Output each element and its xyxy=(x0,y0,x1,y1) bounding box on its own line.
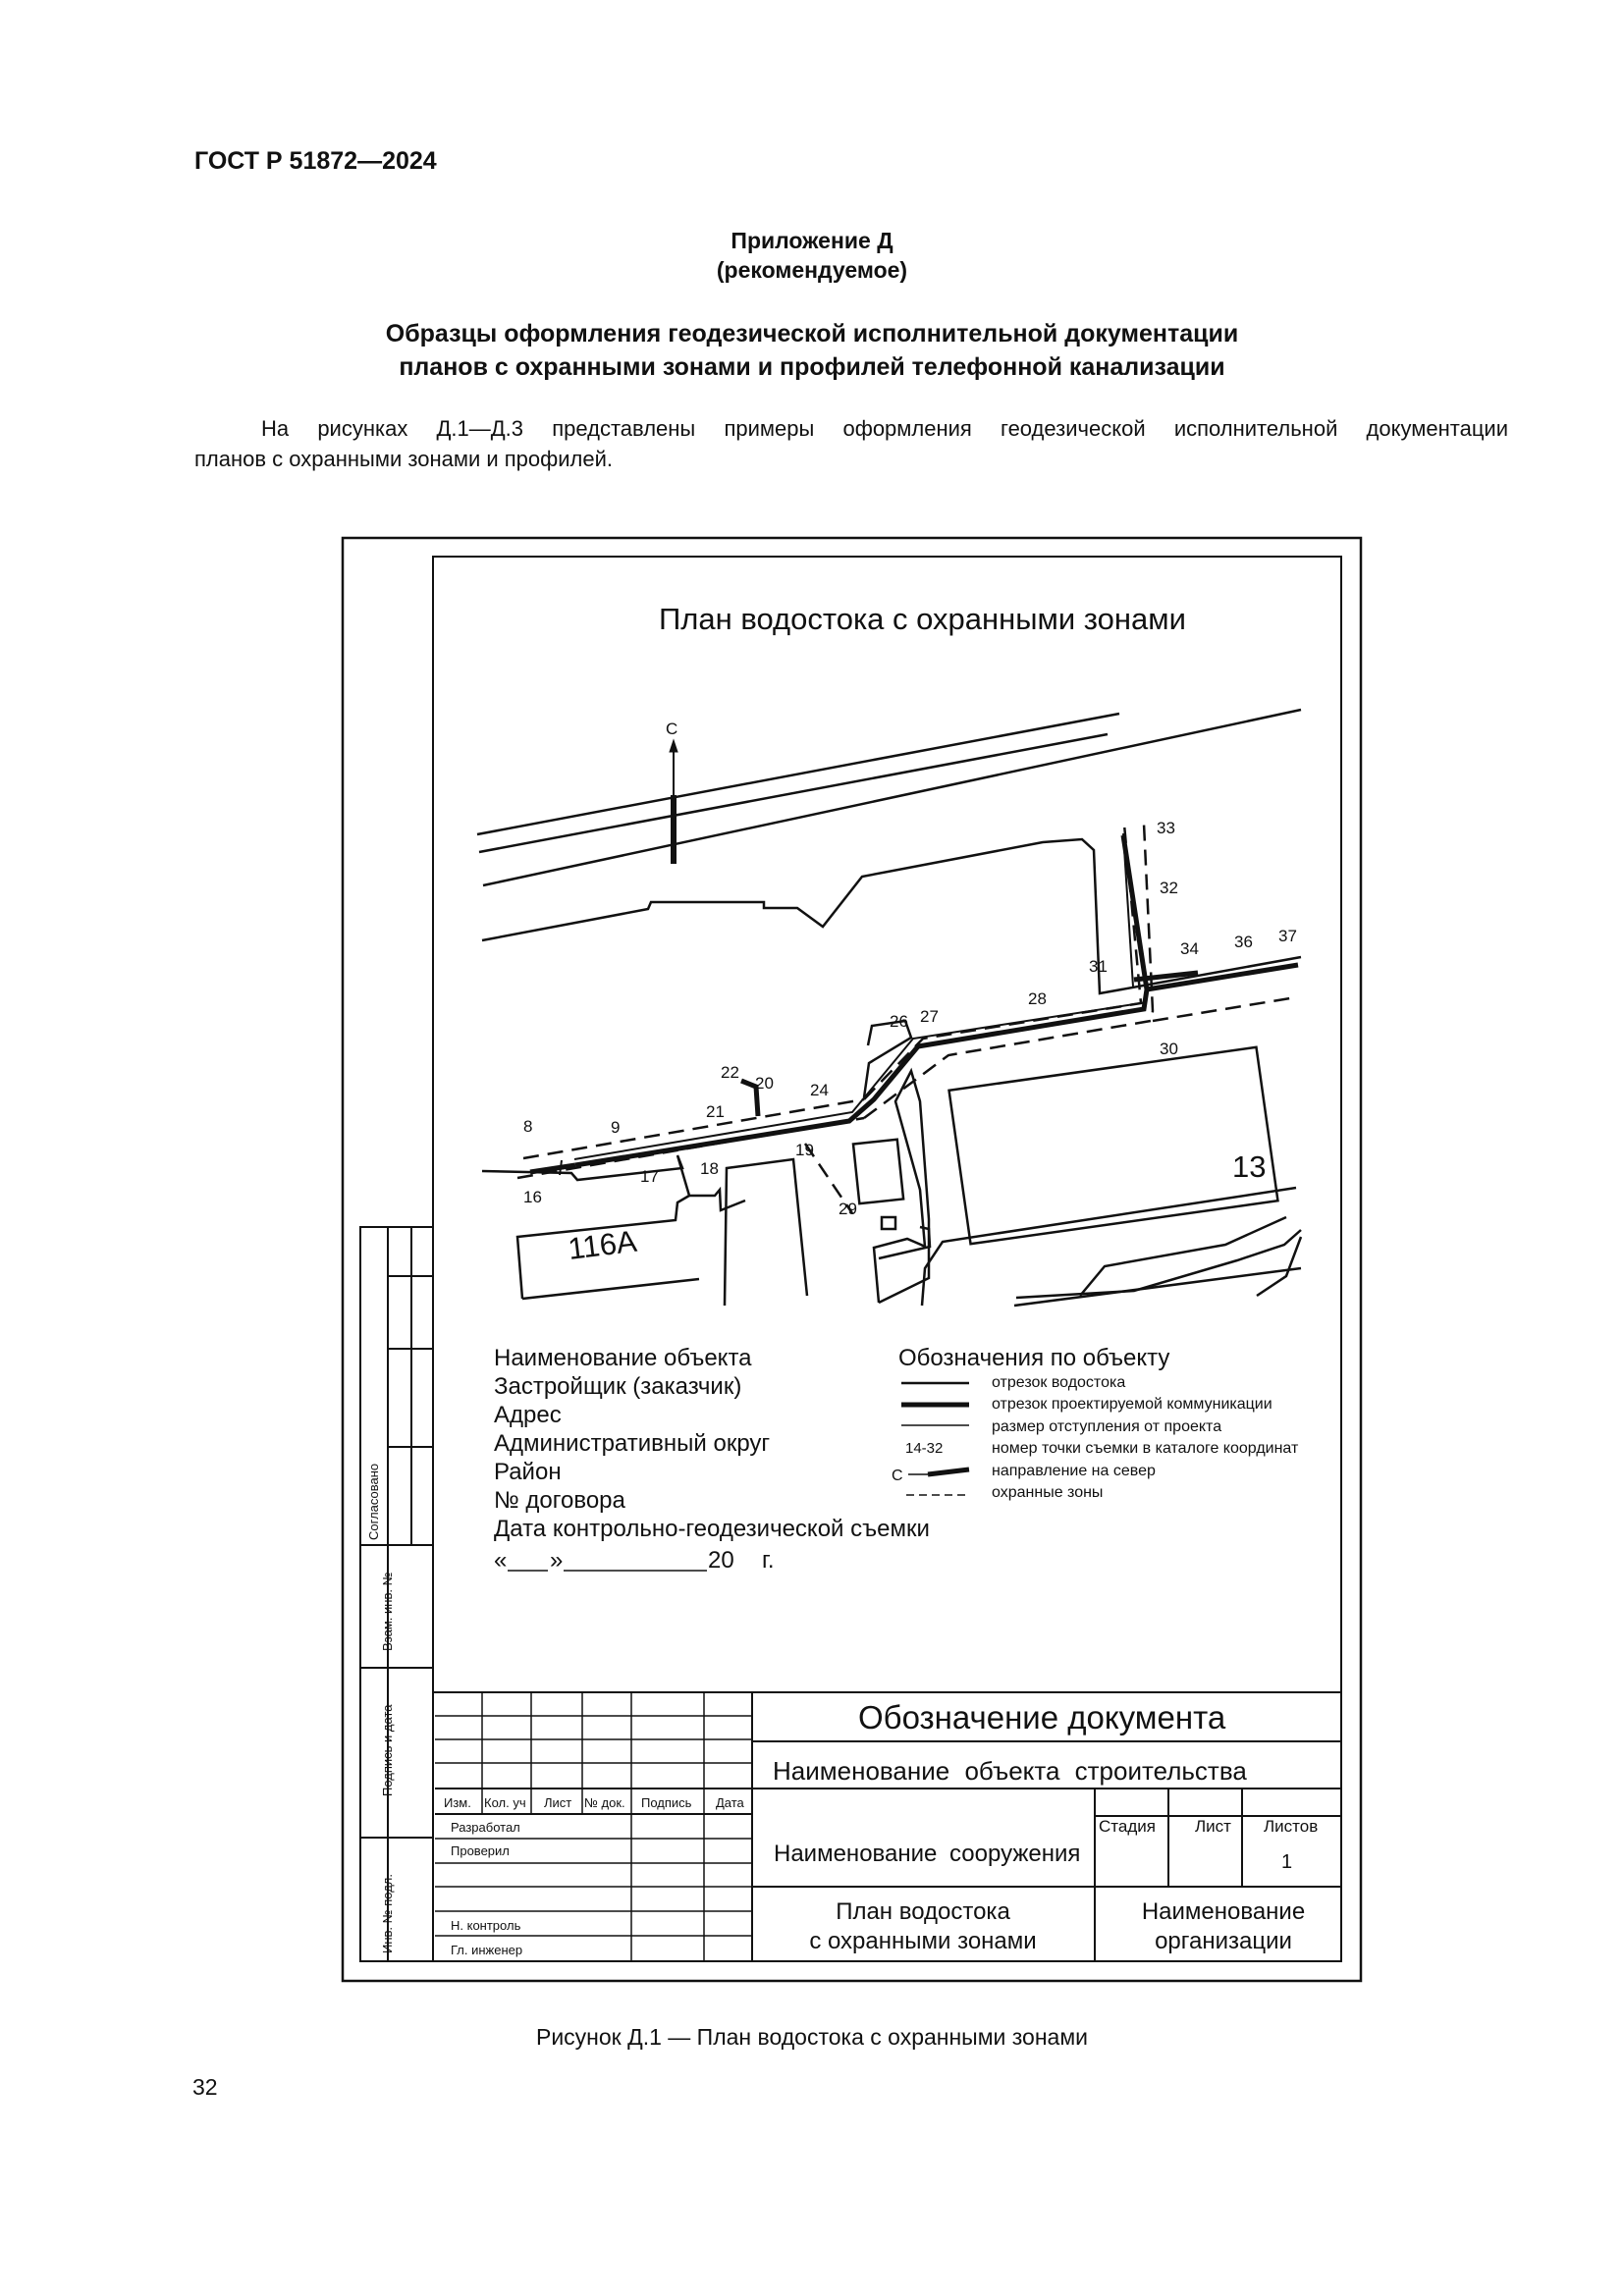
date-open-quote: « xyxy=(494,1547,508,1574)
legend-item: направление на север xyxy=(992,1463,1156,1479)
point-label: 16 xyxy=(523,1188,542,1206)
legend-item: охранные зоны xyxy=(992,1484,1104,1501)
point-label: 33 xyxy=(1157,819,1175,837)
side-stamp-label: Инв. № подл. xyxy=(380,1874,395,1953)
structure-name: Наименование сооружения xyxy=(774,1841,1081,1867)
legend-point-sample: 14-32 xyxy=(905,1440,944,1457)
date-year: 20 xyxy=(708,1547,734,1574)
point-label: 17 xyxy=(640,1167,659,1186)
water-drain-line xyxy=(530,835,1298,1172)
column-header: Кол. уч xyxy=(484,1795,526,1810)
appendix-status: (рекомендуемое) xyxy=(716,257,908,283)
role-label: Проверил xyxy=(451,1843,510,1858)
legend-item: отрезок водостока xyxy=(992,1374,1126,1391)
object-info-line: Наименование объекта xyxy=(494,1345,752,1371)
document-number: ГОСТ Р 51872—2024 xyxy=(194,147,437,175)
column-header: № док. xyxy=(584,1795,625,1810)
appendix-label: Приложение Д xyxy=(731,228,893,253)
map-linework xyxy=(477,710,1301,1306)
sheet-title-line-2: с охранными зонами xyxy=(809,1928,1037,1954)
organization-line-1: Наименование xyxy=(1141,1898,1306,1925)
point-label: 9 xyxy=(611,1118,621,1137)
point-label: 30 xyxy=(1160,1040,1178,1058)
point-label: 36 xyxy=(1234,933,1253,951)
document-designation: Обозначение документа xyxy=(858,1699,1226,1735)
side-stamp-label: Подпись и дата xyxy=(380,1704,395,1796)
side-stamp-labels xyxy=(366,1464,395,1953)
north-arrow-icon xyxy=(670,740,677,864)
point-label: 18 xyxy=(700,1159,719,1178)
title-block-roles xyxy=(451,1820,522,1957)
sheet-label: Лист xyxy=(1195,1817,1231,1836)
object-info xyxy=(494,1345,930,1574)
object-info-line: Район xyxy=(494,1459,562,1485)
section-title-line-1: Образцы оформления геодезической исполнительной документации xyxy=(385,320,1239,347)
object-info-line: Дата контрольно-геодезической съемки xyxy=(494,1516,930,1542)
side-stamp-label: Взам. инв. № xyxy=(380,1572,395,1651)
legend-title: Обозначения по объекту xyxy=(898,1345,1170,1371)
design-line xyxy=(560,833,1147,1175)
title-block-column-headers xyxy=(444,1795,745,1810)
point-label: 20 xyxy=(755,1074,774,1093)
page-number: 32 xyxy=(192,2074,218,2100)
date-close-quote: » xyxy=(550,1547,564,1574)
point-label: 22 xyxy=(721,1063,739,1082)
sheets-count: 1 xyxy=(1281,1851,1293,1873)
point-label: 27 xyxy=(920,1007,939,1026)
side-stamp-label: Согласовано xyxy=(366,1463,381,1540)
column-header: Подпись xyxy=(641,1795,692,1810)
point-label: 24 xyxy=(810,1081,829,1099)
sheet-title-line-1: План водостока xyxy=(836,1898,1010,1925)
construction-name: Наименование объекта строительства xyxy=(773,1756,1247,1786)
legend-north-sample: С xyxy=(892,1468,903,1484)
object-info-line: № договора xyxy=(494,1487,625,1514)
point-label: 8 xyxy=(523,1117,533,1136)
object-info-line: Застройщик (заказчик) xyxy=(494,1373,742,1400)
column-header: Изм. xyxy=(444,1795,471,1810)
legend-symbols xyxy=(901,1383,969,1495)
intro-line-1: На рисунках Д.1—Д.3 представлены примеры оформления геодезической исполнительной документации xyxy=(261,416,1508,441)
legend-north-symbol xyxy=(928,1469,969,1474)
drawing-title: План водостока с охранными зонами xyxy=(659,602,1186,636)
side-stamp-grid xyxy=(360,1227,433,1961)
point-label: 29 xyxy=(839,1200,857,1218)
role-label: Гл. инженер xyxy=(451,1943,523,1957)
point-label: 21 xyxy=(706,1102,725,1121)
date-suffix: г. xyxy=(762,1547,775,1574)
object-info-line: Адрес xyxy=(494,1402,562,1428)
legend-item: размер отступления от проекта xyxy=(992,1418,1222,1435)
point-label: 32 xyxy=(1160,879,1178,897)
object-info-line: Административный округ xyxy=(494,1430,771,1457)
point-label: 34 xyxy=(1180,939,1199,958)
section-title-line-2: планов с охранными зонами и профилей телефонной канализации xyxy=(399,353,1225,381)
north-letter: С xyxy=(666,720,678,738)
legend-item: отрезок проектируемой коммуникации xyxy=(992,1396,1272,1413)
point-label: 26 xyxy=(890,1012,908,1031)
figure-caption: Рисунок Д.1 — План водостока с охранными зонами xyxy=(535,2024,1088,2050)
role-label: Разработал xyxy=(451,1820,520,1835)
building-13-label: 13 xyxy=(1232,1149,1267,1184)
column-header: Лист xyxy=(544,1795,572,1810)
intro-line-2: планов с охранными зонами и профилей. xyxy=(194,447,614,471)
point-label: 19 xyxy=(795,1141,814,1159)
organization-line-2: организации xyxy=(1155,1928,1292,1954)
legend-items xyxy=(992,1374,1299,1501)
building-116a-label: 116А xyxy=(566,1223,639,1266)
legend-item: номер точки съемки в каталоге координат xyxy=(992,1440,1299,1457)
column-header: Дата xyxy=(716,1795,744,1810)
point-label: 31 xyxy=(1089,957,1108,976)
sheets-label: Листов xyxy=(1264,1817,1319,1836)
point-label: 37 xyxy=(1278,927,1297,945)
point-label: 28 xyxy=(1028,989,1047,1008)
stage-label: Стадия xyxy=(1099,1817,1156,1836)
role-label: Н. контроль xyxy=(451,1918,521,1933)
